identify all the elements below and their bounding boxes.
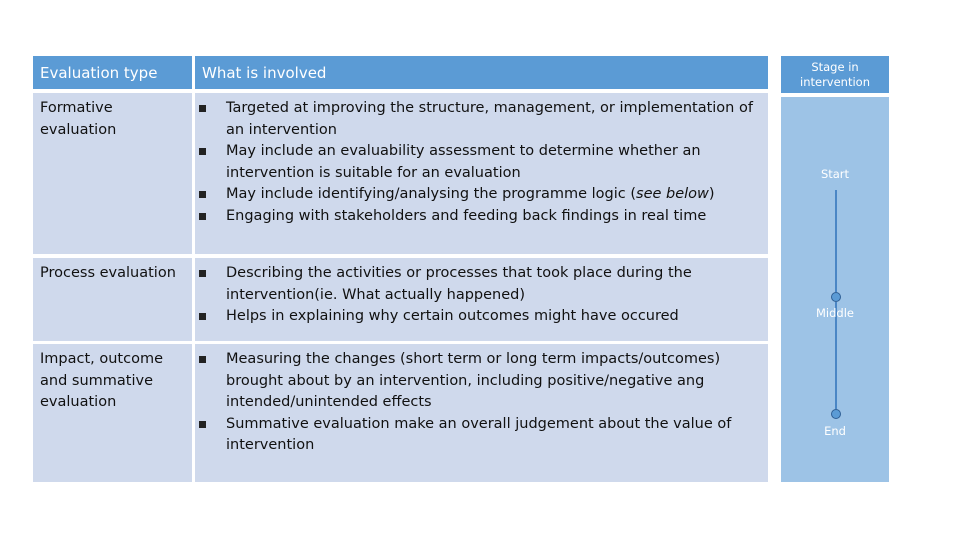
row-type-label: Formative evaluation — [40, 100, 117, 138]
bullet-item: Describing the activities or processes that took place during the intervention(ie. What actually happened) — [195, 263, 760, 306]
bullet-list — [195, 98, 760, 228]
table-row-formative-desc — [195, 93, 768, 254]
bullet-item: Targeted at improving the structure, management, or implementation of an intervention — [195, 98, 760, 141]
table-row-process-desc — [195, 258, 768, 341]
bullet-item: Summative evaluation make an overall judgement about the value of intervention — [195, 414, 760, 457]
stage-header — [781, 56, 889, 93]
row-type-label: Process evaluation — [40, 265, 176, 281]
stage-header-text: Stage in intervention — [800, 59, 870, 89]
stage-label-middle: Middle — [816, 306, 854, 320]
bullet-item: May include an evaluability assessment to determine whether an intervention is suitable for an evaluation — [195, 141, 760, 184]
bullet-item: Helps in explaining why certain outcomes might have occured — [195, 306, 760, 328]
stage-label-start: Start — [820, 167, 850, 181]
bullet-item-text: May include identifying/analysing the programme logic (see below) — [226, 186, 715, 203]
header-evaluation-type — [33, 56, 192, 89]
row-type-label: Impact, outcome and summative evaluation — [40, 351, 164, 411]
stage-label-end: End — [824, 424, 846, 438]
bullet-item — [195, 184, 760, 206]
stage-connector — [835, 190, 837, 292]
table-row-formative-type — [33, 93, 192, 254]
stage-middle-dot — [831, 292, 841, 302]
table-row-impact-type — [33, 344, 192, 482]
stage-end-dot — [831, 409, 841, 419]
bullet-list — [195, 349, 760, 457]
bullet-list — [195, 263, 760, 328]
bullet-item: Engaging with stakeholders and feeding back findings in real time — [195, 206, 760, 228]
header-what-is-involved-text: What is involved — [202, 63, 327, 82]
header-what-is-involved — [195, 56, 768, 89]
table-row-impact-desc — [195, 344, 768, 482]
header-evaluation-type-text: Evaluation type — [40, 63, 158, 82]
table-row-process-type — [33, 258, 192, 341]
bullet-item: Measuring the changes (short term or long term impacts/outcomes) brought about by an intervention, including positive/negative ang intended/unintended effects — [195, 349, 760, 414]
